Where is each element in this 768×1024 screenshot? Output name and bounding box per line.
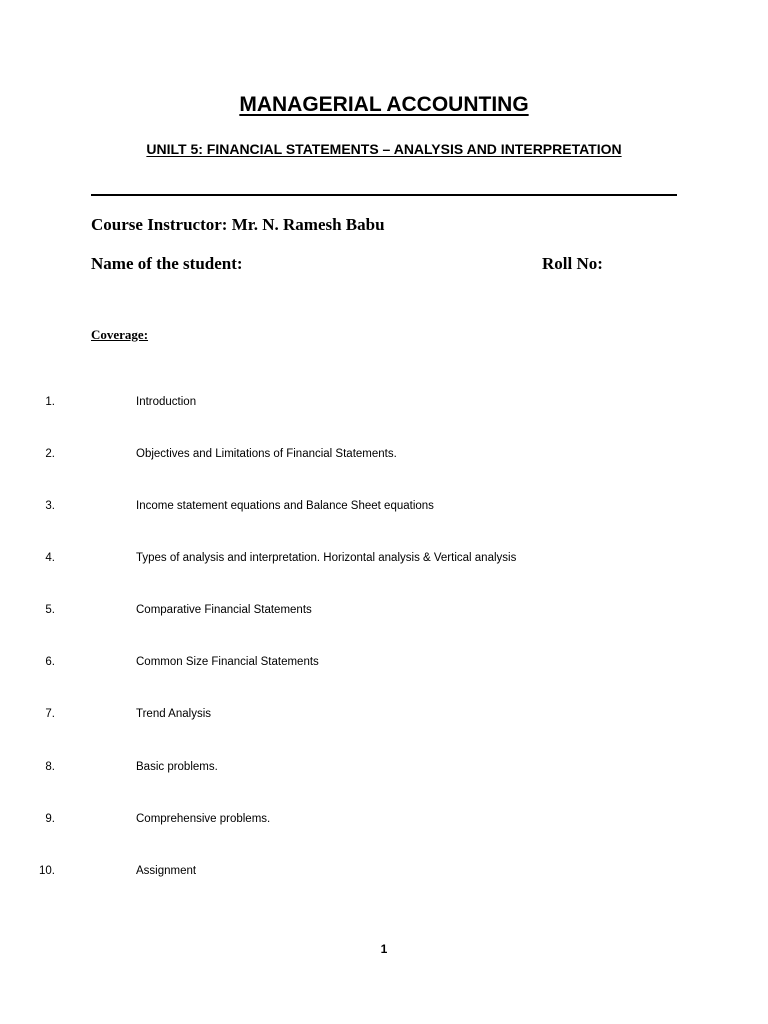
list-item-number: 10. [39, 865, 55, 877]
list-item [0, 549, 700, 567]
list-item [0, 810, 700, 828]
list-item-number: 6. [45, 656, 55, 668]
list-item-text: Trend Analysis [136, 708, 211, 720]
list-item [0, 393, 700, 411]
horizontal-divider [91, 194, 677, 196]
list-item [0, 862, 700, 880]
list-item-text: Basic problems. [136, 761, 218, 773]
list-item-text: Common Size Financial Statements [136, 656, 319, 668]
list-item-text: Introduction [136, 396, 197, 408]
list-item [0, 758, 700, 776]
course-instructor: Course Instructor: Mr. N. Ramesh Babu [91, 215, 385, 234]
roll-no-label: Roll No: [542, 254, 603, 273]
list-item [0, 653, 700, 671]
list-item-text: Assignment [136, 865, 197, 877]
list-item-text: Comprehensive problems. [136, 813, 271, 825]
list-item [0, 497, 700, 515]
list-item-number: 2. [45, 448, 55, 460]
list-item-text: Types of analysis and interpretation. Horizontal analysis & Vertical analysis [136, 552, 517, 564]
list-item [0, 445, 700, 463]
student-name-label: Name of the student: [91, 254, 243, 273]
list-item [0, 601, 700, 619]
coverage-heading: Coverage: [91, 327, 149, 342]
list-item-number: 8. [45, 761, 55, 773]
list-item-number: 4. [45, 552, 55, 564]
list-item-number: 7. [45, 708, 55, 720]
list-item-text: Income statement equations and Balance Sheet equations [136, 500, 434, 512]
list-item-number: 9. [45, 813, 55, 825]
page-number: 1 [380, 942, 388, 956]
list-item-text: Comparative Financial Statements [136, 604, 312, 616]
document-title: MANAGERIAL ACCOUNTING [239, 93, 529, 116]
list-item [0, 705, 700, 723]
list-item-number: 3. [45, 500, 55, 512]
unit-subtitle: UNILT 5: FINANCIAL STATEMENTS – ANALYSIS AND INTERPRETATION [146, 141, 622, 157]
list-item-number: 5. [45, 604, 55, 616]
list-item-number: 1. [45, 396, 55, 408]
list-item-text: Objectives and Limitations of Financial Statements. [136, 448, 397, 460]
